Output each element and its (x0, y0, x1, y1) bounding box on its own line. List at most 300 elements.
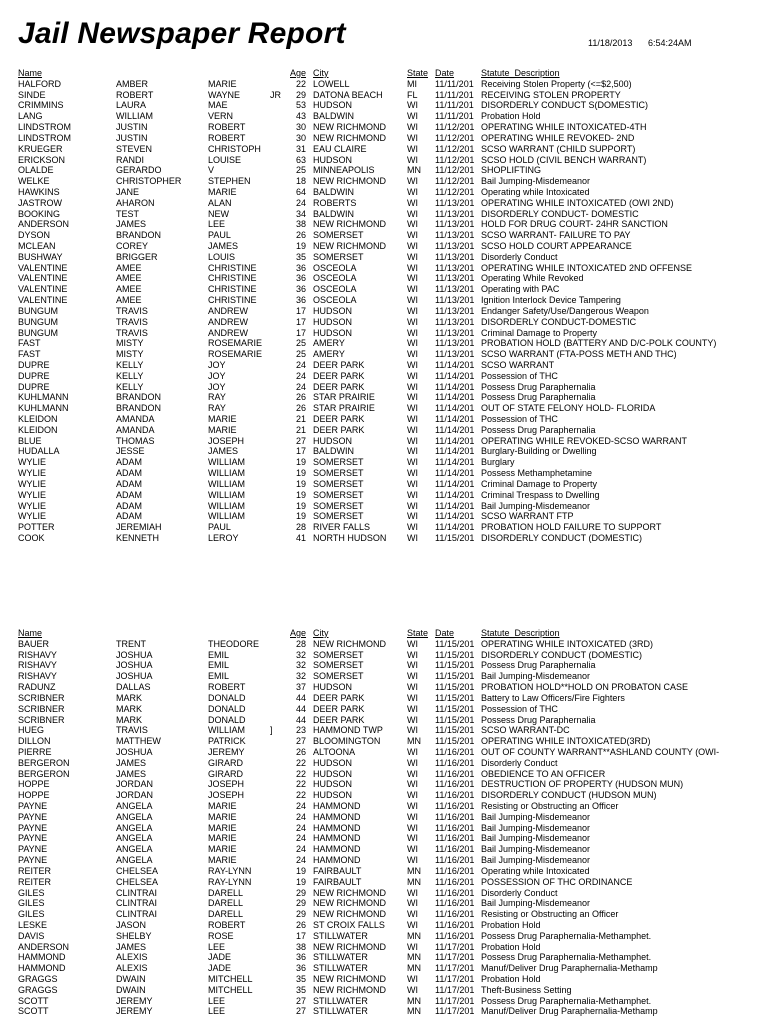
cell-state: WI (407, 186, 418, 197)
cell-middle: CHRISTINE (208, 262, 257, 273)
table-row (18, 122, 758, 133)
cell-first: MARK (116, 714, 143, 725)
cell-city: HUDSON (313, 435, 353, 446)
table-row (18, 511, 758, 522)
cell-middle: JOSEPH (208, 790, 245, 801)
cell-date: 11/15/201 (435, 660, 475, 671)
cell-date: 11/16/201 (435, 844, 475, 855)
cell-desc: DESTRUCTION OF PROPERTY (HUDSON MUN) (481, 779, 684, 790)
cell-age: 24 (295, 811, 306, 822)
cell-date: 11/13/201 (435, 273, 475, 284)
cell-first: BRANDON (116, 230, 162, 241)
cell-age: 27 (295, 736, 306, 747)
cell-date: 11/14/201 (435, 446, 475, 457)
cell-city: MINNEAPOLIS (313, 165, 375, 176)
cell-desc: Possess Drug Paraphernalia-Methamphet. (481, 952, 652, 963)
cell-age: 36 (295, 952, 306, 963)
table-row (18, 360, 758, 371)
table-row (18, 812, 758, 823)
cell-city: DEER PARK (313, 381, 365, 392)
table-row (18, 920, 758, 931)
cell-state: WI (407, 649, 418, 660)
cell-date: 11/13/201 (435, 241, 475, 251)
cell-middle: WAYNE (208, 89, 241, 100)
cell-last: WELKE (18, 176, 50, 187)
cell-age: 26 (295, 392, 306, 403)
cell-middle: MARIE (208, 424, 237, 435)
cell-last: KLEIDON (18, 414, 58, 424)
cell-age: 29 (295, 909, 306, 920)
cell-state: WI (407, 746, 418, 757)
cell-first: MISTY (116, 349, 144, 360)
cell-city: OSCEOLA (313, 295, 357, 306)
cell-city: HUDSON (313, 100, 353, 111)
cell-first: ADAM (116, 500, 143, 511)
cell-first: AHARON (116, 197, 155, 208)
cell-city: STAR PRAIRIE (313, 403, 375, 414)
cell-state: WI (407, 424, 418, 435)
cell-city: STILLWATER (313, 930, 368, 941)
cell-date: 11/16/201 (435, 930, 475, 941)
cell-city: DEER PARK (313, 714, 365, 725)
cell-middle: EMIL (208, 649, 230, 660)
cell-desc: SHOPLIFTING (481, 165, 542, 176)
cell-first: JANE (116, 186, 140, 197)
table-row (18, 790, 758, 801)
table-row (18, 273, 758, 284)
cell-middle: JADE (208, 952, 232, 963)
cell-age: 26 (295, 403, 306, 414)
cell-date: 11/17/201 (435, 952, 475, 963)
cell-desc: SCSO WARRANT- FAILURE TO PAY (481, 230, 631, 241)
cell-middle: CHRISTINE (208, 284, 257, 295)
cell-middle: MARIE (208, 78, 237, 89)
cell-last: WYLIE (18, 511, 47, 522)
cell-desc: DISORDERLY CONDUCT (DOMESTIC) (481, 649, 643, 660)
cell-desc: Endanger Safety/Use/Dangerous Weapon (481, 305, 649, 316)
table-row (18, 952, 758, 963)
cell-state: MN (407, 876, 421, 887)
cell-date: 11/13/201 (435, 251, 475, 262)
cell-first: ADAM (116, 468, 143, 479)
cell-date: 11/17/201 (435, 941, 475, 952)
cell-first: JEREMY (116, 1006, 153, 1017)
cell-last: JASTROW (18, 197, 62, 208)
cell-first: ROBERT (116, 89, 154, 100)
cell-desc: Operating with PAC (481, 284, 560, 295)
cell-date: 11/14/201 (435, 414, 475, 424)
table-row (18, 219, 758, 230)
cell-date: 11/16/201 (435, 801, 475, 811)
cell-state: FL (407, 89, 418, 100)
cell-first: JASON (116, 919, 147, 930)
table-row (18, 209, 758, 220)
cell-first: DWAIN (116, 984, 146, 995)
cell-age: 19 (295, 468, 306, 479)
cell-first: AMEE (116, 262, 142, 273)
cell-desc: Bail Jumping-Misdemeanor (481, 898, 591, 909)
cell-desc: Bail Jumping-Misdemeanor (481, 822, 591, 833)
cell-state: WI (407, 305, 418, 316)
cell-age: 19 (295, 241, 306, 251)
cell-last: HAWKINS (18, 186, 60, 197)
cell-last: LESKE (18, 919, 48, 930)
cell-state: WI (407, 941, 418, 952)
cell-age: 22 (295, 779, 306, 790)
cell-last: RISHAVY (18, 660, 57, 671)
cell-city: NORTH HUDSON (313, 532, 387, 543)
cell-first: JUSTIN (116, 132, 148, 143)
column-header-last: Name (18, 628, 43, 638)
cell-last: RISHAVY (18, 649, 57, 660)
cell-first: DWAIN (116, 974, 146, 984)
cell-age: 30 (295, 132, 306, 143)
cell-age: 38 (295, 941, 306, 952)
cell-date: 11/17/201 (435, 995, 475, 1006)
cell-first: TEST (116, 208, 140, 219)
cell-middle: MARIE (208, 833, 237, 844)
cell-first: KELLY (116, 359, 144, 370)
column-header-date: Date (435, 68, 455, 78)
cell-date: 11/11/201 (435, 100, 474, 111)
cell-date: 11/16/201 (435, 811, 475, 822)
cell-state: WI (407, 208, 418, 219)
cell-desc: Bail Jumping-Misdemeanor (481, 855, 591, 866)
table-row (18, 349, 758, 360)
cell-first: CHELSEA (116, 865, 159, 876)
cell-first: AMEE (116, 295, 142, 306)
cell-city: NEW RICHMOND (313, 638, 386, 649)
cell-state: WI (407, 230, 418, 241)
cell-desc: DISORDERLY CONDUCT S(DOMESTIC) (481, 100, 649, 111)
cell-city: HAMMOND (313, 801, 361, 811)
cell-middle: RAY (208, 403, 226, 414)
cell-middle: JOY (208, 359, 226, 370)
table-row (18, 660, 758, 671)
cell-last: HOPPE (18, 779, 50, 790)
cell-age: 24 (295, 197, 306, 208)
cell-desc: Resisting or Obstructing an Officer (481, 909, 619, 920)
cell-last: SCOTT (18, 995, 49, 1006)
cell-date: 11/11/201 (435, 111, 474, 122)
cell-middle: LOUIS (208, 251, 236, 262)
cell-desc: DISORDERLY CONDUCT- DOMESTIC (481, 208, 639, 219)
cell-middle: RAY-LYNN (208, 865, 252, 876)
cell-state: WI (407, 725, 418, 736)
cell-last: WYLIE (18, 468, 47, 479)
cell-state: WI (407, 457, 418, 468)
cell-middle: JADE (208, 963, 232, 974)
cell-middle: EMIL (208, 671, 230, 682)
cell-age: 24 (295, 381, 306, 392)
cell-first: CLINTRAI (116, 909, 158, 920)
cell-date: 11/13/201 (435, 219, 475, 230)
cell-age: 22 (295, 78, 306, 89)
cell-age: 41 (295, 532, 306, 543)
cell-middle: DONALD (208, 703, 246, 714)
cell-age: 53 (295, 100, 306, 111)
table-row (18, 306, 758, 317)
cell-middle: NEW (208, 208, 229, 219)
cell-middle: DARELL (208, 898, 244, 909)
table-row (18, 468, 758, 479)
cell-state: MN (407, 930, 421, 941)
cell-desc: Operating While Revoked (481, 273, 584, 284)
cell-last: WYLIE (18, 500, 47, 511)
table-row (18, 479, 758, 490)
cell-state: WI (407, 909, 418, 920)
cell-date: 11/15/201 (435, 736, 475, 747)
cell-state: MN (407, 952, 421, 963)
table-row (18, 866, 758, 877)
cell-desc: Bail Jumping-Misdemeanor (481, 833, 591, 844)
cell-first: MISTY (116, 338, 144, 349)
table-row (18, 436, 758, 447)
cell-age: 17 (295, 930, 306, 941)
cell-city: OSCEOLA (313, 262, 357, 273)
cell-state: WI (407, 682, 418, 693)
cell-state: WI (407, 532, 418, 543)
cell-city: SOMERSET (313, 671, 364, 682)
cell-middle: MARIE (208, 801, 237, 811)
cell-first: JAMES (116, 768, 147, 779)
cell-last: VALENTINE (18, 273, 68, 284)
cell-age: 37 (295, 682, 306, 693)
cell-state: WI (407, 692, 418, 703)
cell-first: ANGELA (116, 855, 153, 866)
cell-desc: Bail Jumping-Misdemeanor (481, 811, 591, 822)
cell-age: 22 (295, 790, 306, 801)
cell-first: ANGELA (116, 833, 153, 844)
table-row (18, 704, 758, 715)
cell-last: KUHLMANN (18, 403, 69, 414)
cell-first: LAURA (116, 100, 147, 111)
cell-desc: POSSESSION OF THC ORDINANCE (481, 876, 633, 887)
cell-desc: DISORDERLY CONDUCT-DOMESTIC (481, 316, 637, 327)
cell-date: 11/15/201 (435, 532, 475, 543)
cell-date: 11/12/201 (435, 143, 475, 154)
cell-city: STILLWATER (313, 963, 368, 974)
cell-city: NEW RICHMOND (313, 132, 386, 143)
cell-state: WI (407, 316, 418, 327)
cell-age: 29 (295, 89, 306, 100)
cell-date: 11/16/201 (435, 919, 475, 930)
table-row (18, 682, 758, 693)
cell-first: JOSHUA (116, 649, 153, 660)
cell-date: 11/15/201 (435, 682, 475, 693)
cell-first: JAMES (116, 757, 147, 768)
cell-last: BUNGUM (18, 316, 58, 327)
cell-last: SCOTT (18, 1006, 49, 1017)
cell-city: SOMERSET (313, 457, 364, 468)
table-row (18, 263, 758, 274)
cell-city: DEER PARK (313, 414, 365, 424)
cell-age: 26 (295, 919, 306, 930)
column-header-date: Date (435, 628, 455, 638)
cell-desc: SCSO WARRANT (FTA-POSS METH AND THC) (481, 349, 677, 360)
cell-city: HUDSON (313, 757, 353, 768)
cell-middle: JAMES (208, 446, 239, 457)
cell-date: 11/16/201 (435, 855, 475, 866)
cell-state: MN (407, 963, 421, 974)
cell-state: WI (407, 143, 418, 154)
cell-state: WI (407, 176, 418, 187)
cell-date: 11/15/201 (435, 703, 475, 714)
table-row (18, 522, 758, 533)
cell-age: 21 (295, 414, 306, 424)
cell-state: WI (407, 273, 418, 284)
cell-date: 11/14/201 (435, 381, 475, 392)
cell-state: WI (407, 638, 418, 649)
cell-age: 24 (295, 359, 306, 370)
cell-city: SOMERSET (313, 489, 364, 500)
cell-city: AMERY (313, 349, 345, 360)
cell-city: SOMERSET (313, 649, 364, 660)
cell-first: THOMAS (116, 435, 155, 446)
cell-age: 27 (295, 1006, 306, 1017)
cell-last: VALENTINE (18, 295, 68, 306)
cell-date: 11/16/201 (435, 779, 475, 790)
cell-age: 44 (295, 703, 306, 714)
cell-city: OSCEOLA (313, 284, 357, 295)
cell-state: WI (407, 478, 418, 489)
cell-city: HUDSON (313, 790, 353, 801)
cell-date: 11/14/201 (435, 359, 475, 370)
cell-date: 11/14/201 (435, 478, 475, 489)
cell-state: WI (407, 757, 418, 768)
table-row (18, 230, 758, 241)
cell-first: JUSTIN (116, 122, 148, 133)
cell-first: ADAM (116, 457, 143, 468)
cell-age: 32 (295, 649, 306, 660)
cell-last: SCRIBNER (18, 714, 65, 725)
table-row (18, 974, 758, 985)
cell-age: 24 (295, 844, 306, 855)
cell-age: 35 (295, 984, 306, 995)
cell-desc: OPERATING WHILE INTOXICATED 2ND OFFENSE (481, 262, 693, 273)
cell-age: 17 (295, 446, 306, 457)
cell-desc: OBEDIENCE TO AN OFFICER (481, 768, 606, 779)
cell-state: WI (407, 833, 418, 844)
cell-date: 11/16/201 (435, 790, 475, 801)
cell-date: 11/13/201 (435, 230, 475, 241)
cell-date: 11/17/201 (435, 974, 475, 984)
cell-state: WI (407, 100, 418, 111)
cell-city: HUDSON (313, 154, 353, 165)
cell-first: JORDAN (116, 779, 154, 790)
cell-city: HUDSON (313, 327, 353, 338)
cell-date: 11/13/201 (435, 197, 475, 208)
cell-age: 19 (295, 865, 306, 876)
cell-middle: JEREMY (208, 746, 245, 757)
table-row (18, 100, 758, 111)
cell-last: BUSHWAY (18, 251, 63, 262)
cell-last: WYLIE (18, 457, 47, 468)
column-header-city: City (313, 68, 329, 78)
cell-middle: JOY (208, 370, 226, 381)
cell-city: NEW RICHMOND (313, 984, 386, 995)
cell-last: KRUEGER (18, 143, 63, 154)
cell-last: HAMMOND (18, 963, 66, 974)
cell-city: BALDWIN (313, 111, 355, 122)
cell-last: GILES (18, 909, 45, 920)
cell-date: 11/14/201 (435, 511, 475, 522)
cell-state: WI (407, 359, 418, 370)
cell-desc: SCSO HOLD (CIVIL BENCH WARRANT) (481, 154, 647, 165)
cell-state: MN (407, 1006, 421, 1017)
cell-city: SOMERSET (313, 230, 364, 241)
cell-age: 19 (295, 457, 306, 468)
cell-city: SOMERSET (313, 468, 364, 479)
cell-age: 43 (295, 111, 306, 122)
table-row (18, 79, 758, 90)
cell-state: WI (407, 489, 418, 500)
cell-date: 11/14/201 (435, 468, 475, 479)
cell-date: 11/15/201 (435, 714, 475, 725)
column-header-state: State (407, 68, 429, 78)
cell-middle: RAY-LYNN (208, 876, 252, 887)
cell-desc: SCSO WARRANT (481, 359, 555, 370)
cell-state: WI (407, 122, 418, 133)
table-row (18, 823, 758, 834)
cell-city: RIVER FALLS (313, 522, 371, 533)
cell-desc: Manuf/Deliver Drug Paraphernalia-Methamp (481, 1006, 658, 1017)
cell-date: 11/14/201 (435, 424, 475, 435)
cell-desc: SCSO HOLD COURT APPEARANCE (481, 241, 632, 251)
cell-first: BRIGGER (116, 251, 158, 262)
cell-first: CLINTRAI (116, 898, 158, 909)
table-row (18, 996, 758, 1007)
cell-state: MN (407, 736, 421, 747)
cell-desc: Resisting or Obstructing an Officer (481, 801, 619, 811)
cell-middle: ROBERT (208, 132, 246, 143)
column-header-last: Name (18, 68, 43, 78)
cell-desc: Disorderly Conduct (481, 887, 558, 898)
cell-last: MCLEAN (18, 241, 56, 251)
cell-state: WI (407, 811, 418, 822)
cell-last: SCRIBNER (18, 703, 65, 714)
cell-date: 11/16/201 (435, 865, 475, 876)
cell-date: 11/17/201 (435, 1006, 475, 1017)
cell-last: PAYNE (18, 822, 48, 833)
cell-first: CLINTRAI (116, 887, 158, 898)
table-row (18, 533, 758, 544)
cell-state: WI (407, 219, 418, 230)
cell-last: LINDSTROM (18, 122, 72, 133)
report-time: 6:54:24AM (648, 38, 692, 48)
cell-date: 11/16/201 (435, 768, 475, 779)
cell-middle: ALAN (208, 197, 232, 208)
cell-date: 11/13/201 (435, 295, 475, 306)
cell-middle: DARELL (208, 887, 244, 898)
cell-city: HUDSON (313, 682, 353, 693)
cell-first: JEREMY (116, 995, 153, 1006)
cell-city: ROBERTS (313, 197, 357, 208)
cell-desc: Probation Hold (481, 974, 541, 984)
cell-state: WI (407, 660, 418, 671)
cell-first: AMBER (116, 78, 149, 89)
cell-first: ADAM (116, 511, 143, 522)
cell-age: 63 (295, 154, 306, 165)
table-row (18, 111, 758, 122)
cell-desc: Criminal Trespass to Dwelling (481, 489, 600, 500)
cell-first: KENNETH (116, 532, 160, 543)
cell-date: 11/12/201 (435, 186, 475, 197)
cell-age: 22 (295, 757, 306, 768)
cell-middle: MARIE (208, 186, 237, 197)
cell-desc: OUT OF STATE FELONY HOLD- FLORIDA (481, 403, 656, 414)
cell-state: WI (407, 132, 418, 143)
